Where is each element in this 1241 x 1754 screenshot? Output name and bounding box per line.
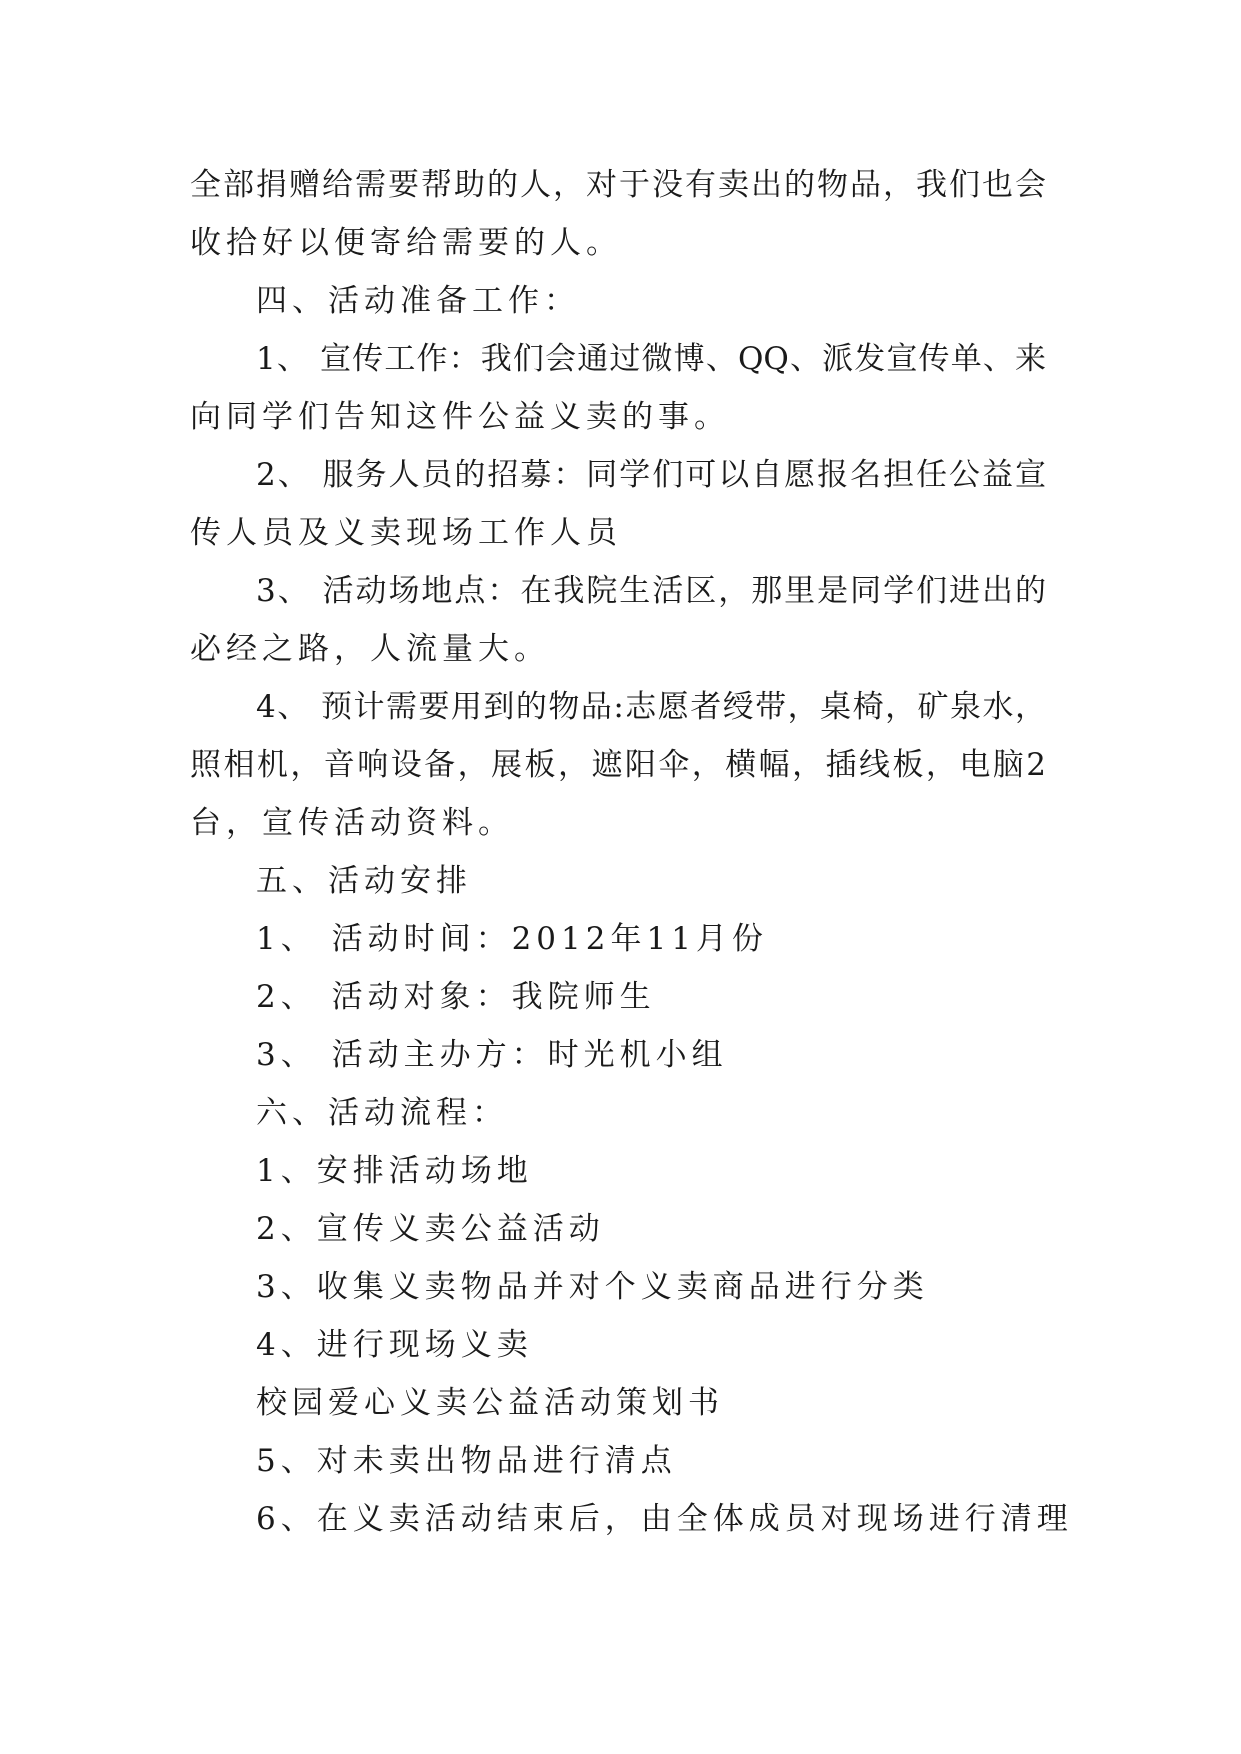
document-title-line: 校园爱心义卖公益活动策划书 [256,1385,724,1421]
text-line-19: 2、宣传义卖公益活动 [256,1211,605,1247]
text-line-6: 2、 服务人员的招募：同学们可以自愿报名担任公益宣 [256,457,1046,493]
text-line-14: 1、 活动时间：2012年11月份 [256,921,768,957]
text-line-9: 必经之路，人流量大。 [190,631,550,667]
text-line-8: 3、 活动场地点：在我院生活区，那里是同学们进出的 [256,573,1046,609]
text-line-20: 3、收集义卖物品并对个义卖商品进行分类 [256,1269,929,1305]
text-line-11: 照相机，音响设备，展板，遮阳伞，横幅，插线板，电脑2 [190,747,1046,783]
text-line-7: 传人员及义卖现场工作人员 [190,515,622,551]
section-heading-6: 六、活动流程： [256,1095,508,1131]
text-line-16: 3、 活动主办方：时光机小组 [256,1037,728,1073]
text-line-15: 2、 活动对象：我院师生 [256,979,656,1015]
text-line-23: 5、对未卖出物品进行清点 [256,1443,677,1479]
text-line-21: 4、进行现场义卖 [256,1327,533,1363]
text-line-18: 1、安排活动场地 [256,1153,533,1189]
text-line-24: 6、在义卖活动结束后，由全体成员对现场进行清理 [256,1501,1073,1537]
text-line-12: 台，宣传活动资料。 [190,805,514,841]
section-heading-5: 五、活动安排 [256,863,472,899]
text-line-1: 全部捐赠给需要帮助的人，对于没有卖出的物品，我们也会 [190,167,1046,203]
text-line-5: 向同学们告知这件公益义卖的事。 [190,399,730,435]
text-line-10: 4、 预计需要用到的物品:志愿者绶带，桌椅，矿泉水， [256,689,1046,725]
text-line-2: 收拾好以便寄给需要的人。 [190,225,622,261]
section-heading-4: 四、活动准备工作： [256,283,580,319]
text-line-4: 1、 宣传工作：我们会通过微博、QQ、派发宣传单、来 [256,341,1046,377]
